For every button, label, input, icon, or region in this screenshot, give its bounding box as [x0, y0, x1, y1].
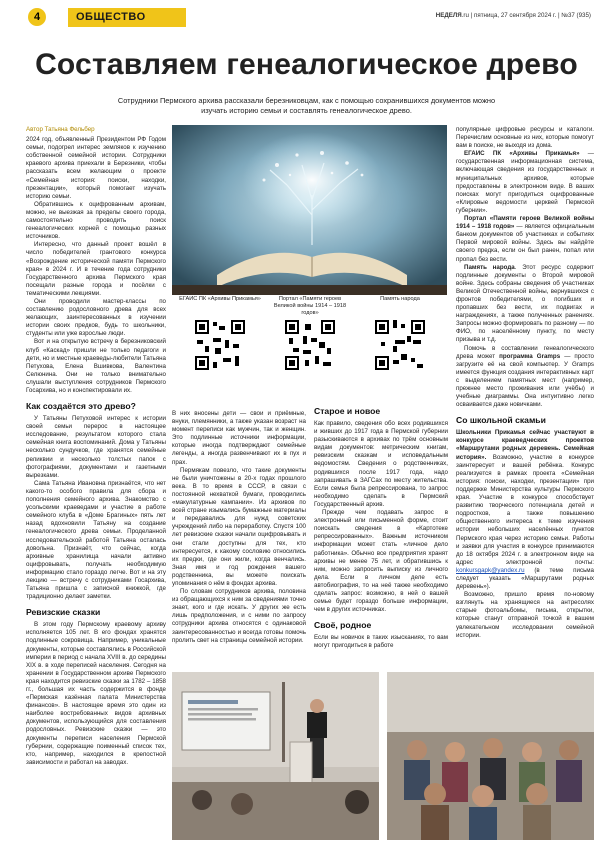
email-link[interactable]: konkursgapk@yandex.ru	[456, 566, 525, 574]
paragraph: В этом году Пермскому краевому архиву исполняется 105 лет. В его фондах хранятся подлинные сокровища. Например, уникальные документы, которые составлялись в Российской империи в период с начала XVIII в. до середины XIX в. в ходе переписей населения. Сегодня на хранении в Государственном архиве Пермского края находится ревизские сказки за 1782 – 1858 гг., большая их часть содержится в фонде «Пермская казённая палата Министерства финансов». В настоящее время это один из наиболее востребованных видов архивных документов, использующийся для составления родословных. Ревизские сказки — это документы переписи населения Пермской губернии, содержащие поименный список тех, кто, например, находился в крепостной зависимости и работал на заводах.	[26, 621, 166, 766]
contest-intro: Школьники Прикамья сейчас участвуют в конкурсе краеведческих проектов «Маршрутами родных деревень. Семейная история».	[456, 429, 594, 461]
paragraph: Возможно, пришло время по-новому взглянуть на хранящиеся на антресолях старые фотоальбомы, письма, открытки, которые станут отправной точкой в вашем увлекательном исследовании семейной истории.	[456, 591, 594, 639]
paragraph: Интересно, что данный проект вошёл в число победителей грантового конкурса «Возрождение исторической памяти Пермского края» в 2024 г. И в течение года сотрудники Государственного архива Пермского края посещали разные города и посёлки с тематическими лекциями.	[26, 241, 166, 297]
book-tree-photo	[172, 125, 447, 295]
paragraph: . Этот ресурс содержит подлинные документы о Второй мировой войне. Здесь собраны сведения об участниках Великой Отечественной войны, вернувшихся с фронтов победителями, о погибших и пропавших без вести, их подвигах и награждениях, а также полученных ранениях. Запросы можно формировать по разному — по ФИО, по населённому пункту, по месту призыва и т.д.	[456, 263, 594, 344]
section-label: ОБЩЕСТВО	[68, 8, 186, 27]
author-name: Татьяна Фельбер	[44, 126, 95, 133]
paragraph: В них вносены дети — свои и приёмные, внуки, племянники, а также указан возраст на момент переписи как мужчин, так и женщин. Это подлинные источники информации, которые иногда подтверждают семейные легенды, а иногда развенчивают их в пух и прах.	[172, 410, 306, 466]
issue-info	[436, 12, 591, 19]
site-suffix: .ru	[461, 12, 469, 19]
author-line	[26, 126, 166, 134]
paragraph: Если вы новичок в таких изысканиях, то вам могут пригодиться в работе	[314, 634, 448, 650]
paragraph: Помочь в составлении генеалогического древа может	[456, 344, 594, 360]
qr-label: ЕГАИС ПК «Архивы Прикамья»	[179, 296, 261, 302]
page-number: 4	[28, 8, 46, 26]
paragraph: — государственная информационная система, включающая сведения из государственных и муниципальных архивов, которые предоставлены в электронном виде. В ваших поисках могут пригодиться оцифрованные «Клировые ведомости церквей Пермской губернии».	[456, 150, 594, 214]
paragraph: Как правило, сведения обо всех родившихся и живших до 1917 года в Пермской губернии разыскиваются в архивах по трём основным видам документов: метрическим книгам, ревизским сказкам и исповедальным ведомостям. Сведения о родственниках, родившихся после 1917 года, надо запрашивать в ЗАГСах по месту жительства. Если семья была репрессирована, то запрос необходимо сделать в Пермский Государственный архив.	[314, 420, 448, 508]
qr-code-icon[interactable]	[195, 320, 245, 370]
article-lead: Сотрудники Пермского архива рассказали березниковцам, как с помощью сохранившихся документов можно изучать историю семьи и составлять генеалогическое древо.	[117, 96, 496, 115]
resource-name: ЕГАИС ПК «Архивы Прикамья»	[464, 150, 580, 158]
site-name: НЕДЕЛЯ	[435, 12, 462, 19]
column-3	[314, 406, 448, 666]
paragraph: 2024 год, объявленный Президентом РФ Годом семьи, подогрел интерес земляков к изучению собственной семейной истории. Сотрудники краевого архива приехали в Березники, чтобы рассказать всем желающим о проекте «Семейная история: поиски, находки, презентации», который помогает изучать историю семьи.	[26, 136, 166, 200]
resource-name: программа Gramps	[499, 352, 561, 360]
qr-label: Память народа	[380, 296, 420, 302]
paragraph: Они проводили мастер-классы по составлению родословного древа для всех желающих, заинтересованных в изучении истории своих предков, будь то школьники, студенты или уже взрослые люди.	[26, 297, 166, 338]
qr-codes-block	[172, 296, 447, 404]
paragraph: популярные цифровые ресурсы и каталоги. Перечислим основные из них, которые помогут вам в поиске, не выходя из дома.	[456, 126, 594, 150]
paragraph: Обратившись к оцифрованным архивам, можно, не выезжая за пределы своего города, самостоятельно проводить поиск генеалогических корней с помощью разных источников.	[26, 200, 166, 241]
paragraph: — просто загрузите её на свой компьютер. У Gramps имеется функция создания интерактивных карт с выделением памятных мест (например, прежнее место проживания или учёбы) и учебные диаграммы. Она интуитивно легко осваивается даже новичками.	[456, 352, 594, 409]
subheading: Как создаётся это древо?	[26, 401, 136, 412]
column-4	[456, 126, 594, 666]
qr-item	[268, 296, 352, 370]
issue-date: | пятница, 27 сентября 2024 г. | №37 (935)	[470, 12, 591, 19]
subheading: Со школьной скамьи	[456, 415, 546, 426]
qr-item	[178, 296, 262, 370]
subheading: Ревизские сказки	[26, 607, 101, 618]
page-header	[0, 0, 613, 34]
paragraph: (в теме письма следует указать «Маршрутами родных деревень»).	[456, 566, 594, 591]
resource-name: Портал «Памяти героев Великой войны 1914 – 1918 годов»	[456, 215, 594, 231]
paragraph: Сама Татьяна Ивановна признаётся, что нет какого-то особого правила для сбора и пополнения семейного архива. Знакомство с усольскими краеведами и участие в работе семейного клуба в «Доме Брагиных» пять лет назад вдохновили Татьяну на создание генеалогического древа семьи. Проделанной исследовательской работой Татьяна осталась довольна. Признаёт, что сейчас, когда архивные хранилища начали активно оцифровывать, получать необходимую информацию стало гораздо легче. Вот и на эту лекцию — встречу с сотрудниками Госархива, Татьяна пришла с записной книжкой, где традиционно делает заметки.	[26, 479, 166, 601]
paragraph: По словам сотрудников архива, половина из обращающихся к ним за сведениями точно знает, кого и где искать. У других же есть лишь предположения, и с ними по запросу сотрудники архива относятся с одинаковой заинтересованностью и всегда готовы помочь пролить свет на страницы семейной истории.	[172, 588, 306, 644]
subheading: Своё, родное	[314, 620, 372, 631]
column-1	[26, 126, 166, 840]
paragraph: Пермякам повезло, что такие документы не были уничтожены в 20-х годах прошлого века. В то время в СССР, в связи с постоянной нехваткой бумаги, проводились «макулатурные кампании». Из архивов по всей стране изымались бумажные материалы и передавались для нужд советских учреждений либо на переработку. Спустя 100 лет ревизские сказки начали оцифровывать и они стали доступны для тех, кто интересуется, к какому сословию относились их предки, где они жили, когда венчались. Зная имя и год рождения вашего родственника, вы можете поискать упоминания о нём в фондах архива.	[172, 466, 306, 587]
article-title: Составляем генеалогическое древо	[35, 48, 578, 81]
paragraph: — является официальным банком документов об участниках и событиях Первой мировой войны. Здесь вы найдёте своего предка, если он был ранен, попал или пропал без вести.	[456, 223, 594, 263]
qr-code-icon[interactable]	[375, 320, 425, 370]
qr-item	[358, 296, 442, 370]
qr-label: Портал «Памяти героев Великой войны 1914 – 1918 годов»	[273, 296, 347, 316]
paragraph: У Татьяны Петуховой интерес к истории своей семьи перерос в настоящее исследование, результатом которого стала семейная книга воспоминаний. Дома у Татьяны несколько сундучков, где хранятся семейные реликвии и несколько толстых папок с фотографиями, документами и газетными вырезками.	[26, 415, 166, 479]
lecture-photo	[172, 672, 379, 840]
resource-name: Память народа	[464, 263, 515, 271]
subheading: Старое и новое	[314, 406, 381, 416]
qr-code-icon[interactable]	[285, 320, 335, 370]
column-2	[172, 410, 306, 665]
paragraph: Прежде чем подавать запрос в электронный или письменной форме, стоит поискать сведения в «Картотеке репрессированных». Важным источником информации может стать «личное дело работника». Обычно все предприятия хранят архивы не менее 75 лет, и обратившись к ним, можно запросить выписку из личного дела. Если в личном деле есть автобиография, то на неё также необходимо сделать запрос: возможно, в ней о вашей семье будет гораздо больше информации, чем в других источниках.	[314, 509, 448, 614]
paragraph: Вот и на открытую встречу в березниковский клуб «Каскад» пришли не только педагоги и дети, но и местные краеведы-любители Татьяна Петухова, Елена Вшивкова, Валентина Селюнина. Они не только внимательно слушали выступления сотрудников Пермского Госархива, но и конспектировали их.	[26, 338, 166, 394]
author-label: Автор	[26, 126, 43, 133]
audience-photo	[387, 672, 594, 840]
paragraph: Возможно, участие в конкурсе заинтересует и вашей ребёнка. Конкурс реализуется в рамках проекта «Семейная история: поиски, находки, презентации» при поддержке Министерства культуры Пермского края. Участие в конкурсе способствует развитию творческого потенциала детей и подростков, а также повышению общественного интереса к теме изучения истории небольших населённых пунктов Пермского края через историю семьи. Работы и заявки для участия в конкурсе принимаются до 18 октября 2024 г. в электронном виде на адрес электронной почты:	[456, 453, 594, 566]
